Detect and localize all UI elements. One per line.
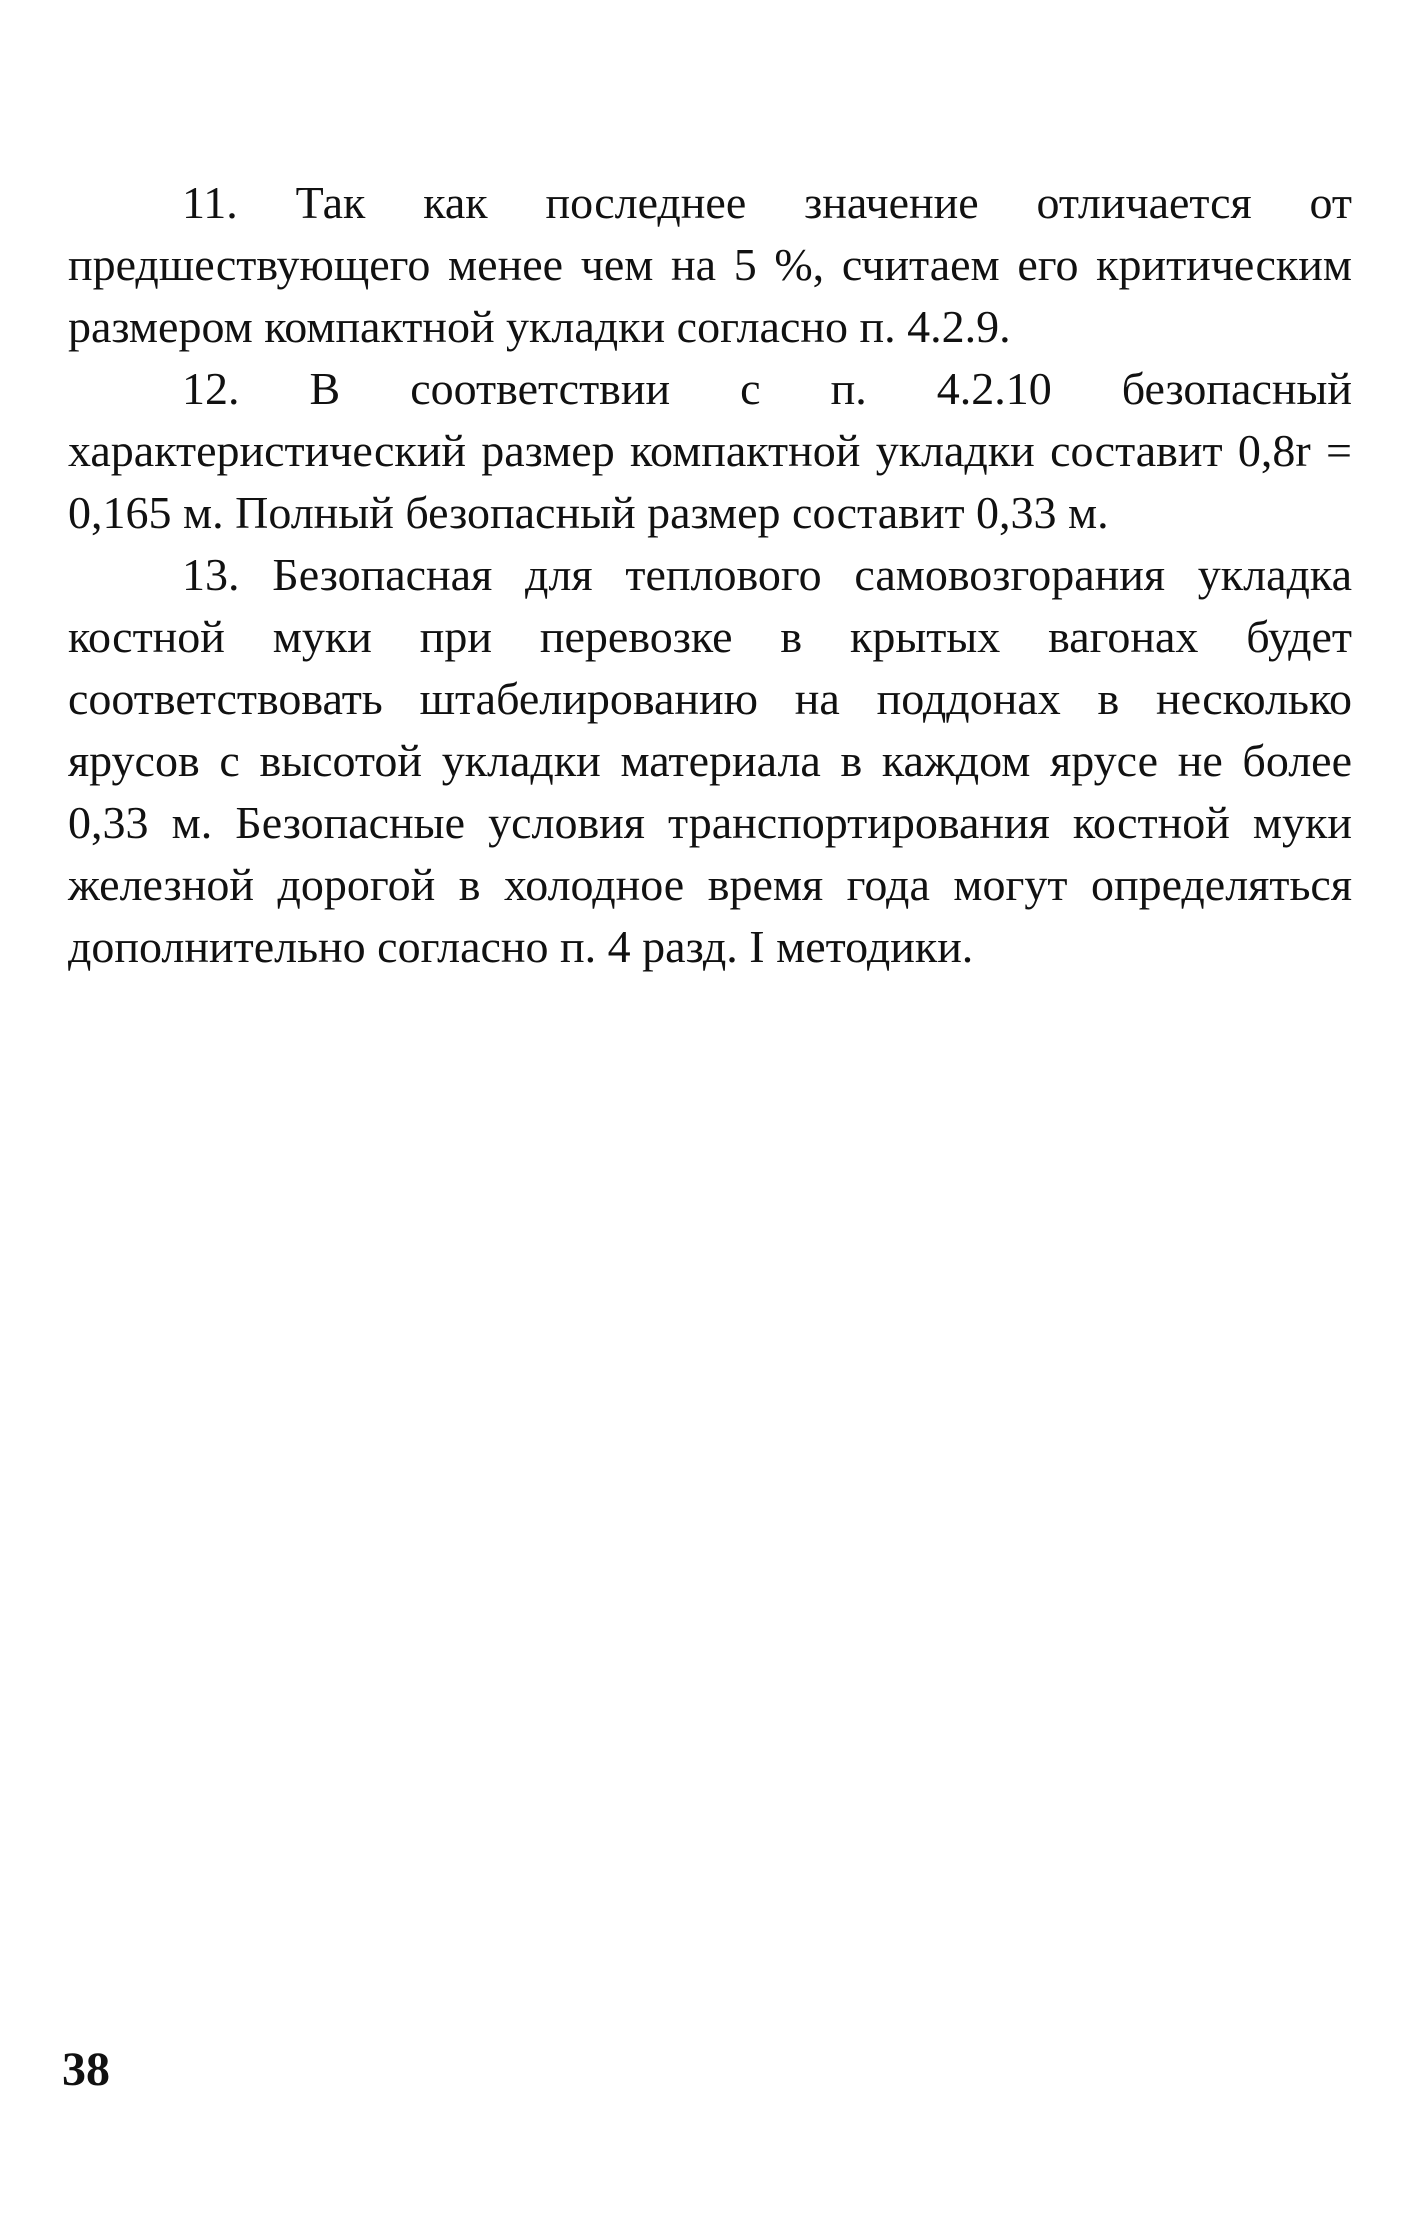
paragraph-11: 11. Так как последнее значение отличается от предшествующего менее чем на 5 %, считаем его критическим размером компактной укладки согласно п. 4.2.9. <box>68 177 1352 352</box>
body-text <box>68 172 1352 978</box>
paragraph-12: 12. В соответствии с п. 4.2.10 безопасный характеристический размер компактной укладки составит 0,8r = 0,165 м. Полный безопасный размер составит 0,33 м. <box>68 363 1352 538</box>
page-number: 38 <box>62 2043 110 2096</box>
paragraph-13: 13. Безопасная для теплового самовозгорания укладка костной муки при перевозке в крытых вагонах будет соответствовать штабелированию на поддонах в несколько ярусов с высотой укладки материала в каждом ярусе не более 0,33 м. Безопасные условия транспортирования костной муки железной дорогой в холодное время года могут определяться дополнительно согласно п. 4 разд. I методики. <box>68 549 1352 972</box>
